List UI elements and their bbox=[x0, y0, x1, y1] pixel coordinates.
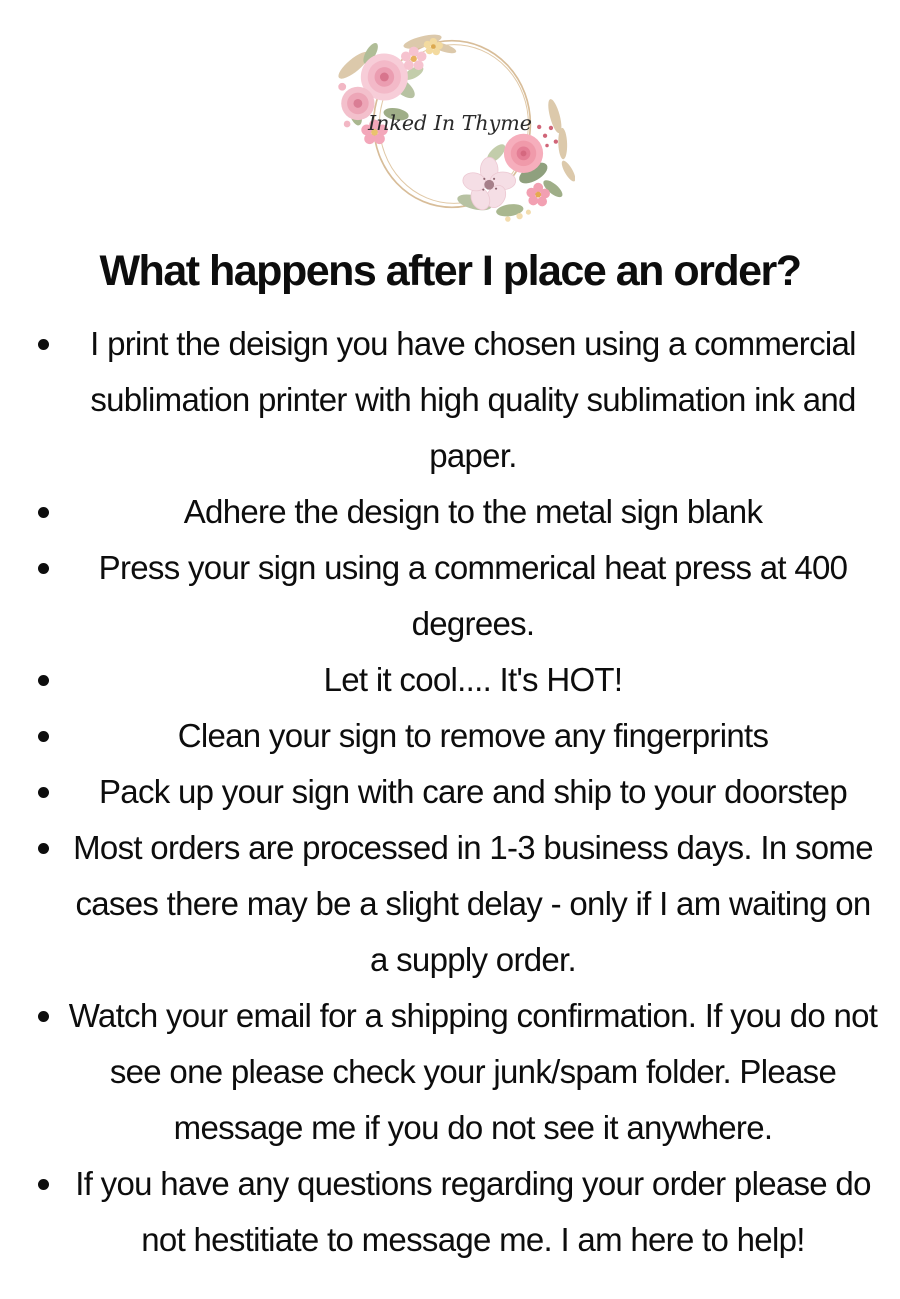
faq-item-text: Let it cool.... It's HOT! bbox=[323, 661, 623, 698]
faq-item bbox=[26, 708, 878, 764]
faq-item-text: Pack up your sign with care and ship to your doorstep bbox=[98, 773, 847, 810]
page-title: What happens after I place an order? bbox=[99, 247, 801, 295]
faq-item-text: If you have any questions regarding your order please do not hestitiate to message me. I am here to help! bbox=[75, 1165, 871, 1258]
bullet-icon bbox=[38, 843, 49, 854]
faq-item bbox=[26, 652, 878, 708]
brand-name-text: Inked In Thyme bbox=[368, 110, 532, 135]
bullet-icon bbox=[38, 563, 49, 574]
faq-item bbox=[26, 764, 878, 820]
faq-item bbox=[26, 1156, 878, 1268]
faq-item-text: Most orders are processed in 1-3 business days. In some cases there may be a slight delay - only if I am waiting on a supply order. bbox=[73, 829, 873, 978]
faq-item bbox=[26, 820, 878, 988]
faq-item-text: Clean your sign to remove any fingerprints bbox=[177, 717, 769, 754]
brand-logo bbox=[325, 26, 575, 222]
faq-item-text: Watch your email for a shipping confirmation. If you do not see one please check your junk/spam folder. Please message me if you do not see it anywhere. bbox=[68, 997, 878, 1146]
floral-wreath-icon bbox=[325, 26, 575, 222]
faq-item bbox=[26, 540, 878, 652]
faq-item bbox=[26, 316, 878, 484]
faq-item bbox=[26, 484, 878, 540]
faq-item-text: Press your sign using a commerical heat press at 400 degrees. bbox=[98, 549, 848, 642]
bullet-icon bbox=[38, 339, 49, 350]
info-card-page bbox=[0, 26, 900, 1299]
faq-item-text: I print the deisign you have chosen using a commercial sublimation printer with high quality sublimation ink and paper. bbox=[90, 325, 856, 474]
bullet-icon bbox=[38, 1011, 49, 1022]
faq-item bbox=[26, 988, 878, 1156]
faq-item-text: Adhere the design to the metal sign blank bbox=[183, 493, 763, 530]
bullet-icon bbox=[38, 507, 49, 518]
bullet-icon bbox=[38, 787, 49, 798]
bullet-icon bbox=[38, 675, 49, 686]
faq-list bbox=[26, 316, 878, 1268]
bullet-icon bbox=[38, 731, 49, 742]
bullet-icon bbox=[38, 1179, 49, 1190]
